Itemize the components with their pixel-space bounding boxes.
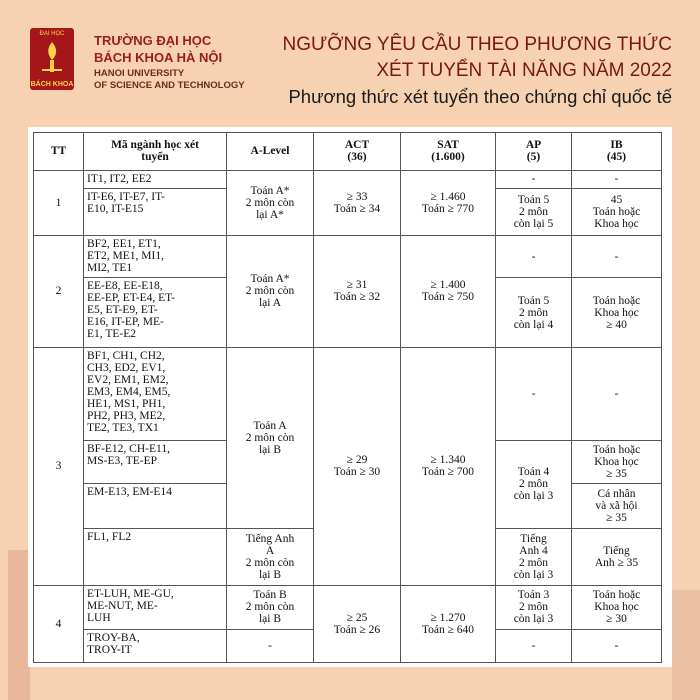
- cell-line: còn lại 4: [513, 318, 554, 331]
- alevel-requirement: -: [227, 630, 314, 663]
- header-ap-line: AP: [525, 139, 542, 152]
- cell-line: ≥ 31: [346, 279, 368, 292]
- group-number: 2: [34, 235, 84, 347]
- cell-line: và xã hội: [595, 499, 638, 512]
- table-card: [28, 127, 672, 667]
- cell-line: Toán 5: [517, 294, 550, 307]
- page-subtitle: Phương thức xét tuyển theo chứng chỉ quốc tế: [288, 86, 672, 107]
- cell-line: Toán hoặc: [592, 294, 641, 307]
- alevel-requirement: [227, 170, 314, 235]
- cell-line: Toán ≥ 750: [421, 291, 475, 304]
- header-ap-line: (5): [526, 151, 541, 164]
- cell-line: Toán A*: [250, 184, 290, 197]
- ib-requirement: -: [572, 347, 662, 441]
- ap-requirement: -: [496, 170, 572, 188]
- group-number: 1: [34, 170, 84, 235]
- cell-line: ≥ 30: [606, 613, 627, 626]
- cell-line: 2 môn còn: [245, 601, 295, 614]
- major-codes: [84, 441, 227, 484]
- cell-line: còn lại 3: [513, 490, 554, 503]
- act-requirement: [314, 347, 401, 585]
- cell-line: ET-LUH, ME-GU,: [87, 587, 174, 600]
- cell-line: Tiếng: [520, 532, 547, 545]
- cell-line: Toán A: [253, 419, 287, 432]
- cell-line: 2 môn: [518, 306, 549, 319]
- major-codes: [84, 528, 227, 585]
- ib-requirement: [572, 188, 662, 235]
- ib-requirement: -: [572, 170, 662, 188]
- cell-line: Toán ≥ 26: [333, 623, 381, 636]
- cell-line: 2 môn: [518, 205, 549, 218]
- university-name-line2: BÁCH KHOA HÀ NỘI: [94, 50, 223, 65]
- ib-requirement: [572, 278, 662, 347]
- cell-line: 45: [610, 193, 623, 206]
- act-requirement: [314, 585, 401, 662]
- cell-line: ET2, ME1, MI1,: [87, 249, 164, 262]
- cell-line: HE1, MS1, PH1,: [87, 397, 166, 410]
- cell-line: Toán ≥ 770: [421, 202, 475, 215]
- cell-line: BF-E12, CH-E11,: [87, 443, 170, 456]
- ap-requirement: -: [496, 235, 572, 278]
- cell-line: 2 môn còn: [245, 285, 295, 298]
- alevel-requirement: [227, 235, 314, 347]
- cell-line: EM3, EM4, EM5,: [87, 385, 171, 398]
- header-major-line: Mã ngành học xét: [111, 139, 199, 152]
- cell-line: ≥ 35: [606, 511, 627, 524]
- sat-requirement: [401, 170, 496, 235]
- group-number: 3: [34, 347, 84, 585]
- cell-line: Khoa học: [594, 306, 639, 319]
- group-number: 4: [34, 585, 84, 662]
- cell-line: Khoa học: [594, 217, 639, 230]
- cell-line: EE-E8, EE-E18,: [87, 280, 163, 293]
- requirements-table: [33, 132, 662, 663]
- cell-line: 2 môn: [518, 556, 549, 569]
- university-name-en-line1: HANOI UNIVERSITY: [94, 68, 185, 79]
- table-row: [34, 585, 662, 630]
- cell-line: TROY-BA,: [87, 632, 140, 645]
- cell-line: BF2, EE1, ET1,: [87, 237, 161, 250]
- cell-line: lại A: [258, 297, 282, 310]
- cell-line: Toán hoặc: [592, 589, 641, 602]
- cell-line: ≥ 1.270: [430, 611, 466, 624]
- ib-requirement: -: [572, 630, 662, 663]
- cell-line: Toán ≥ 700: [421, 466, 475, 479]
- header-sat-line: SAT: [437, 139, 459, 152]
- header: [0, 0, 700, 125]
- page-title-line1: NGƯỠNG YÊU CẦU THEO PHƯƠNG THỨC: [282, 34, 672, 55]
- major-codes: [84, 483, 227, 528]
- cell-line: 2 môn còn: [245, 431, 295, 444]
- university-name-en-line2: OF SCIENCE AND TECHNOLOGY: [94, 80, 245, 91]
- cell-line: Toán B: [253, 589, 287, 602]
- cell-line: ≥ 35: [606, 468, 627, 481]
- major-codes: [84, 630, 227, 663]
- table-row: [34, 235, 662, 278]
- table-row: [34, 170, 662, 188]
- ib-requirement: [572, 585, 662, 630]
- cell-line: Tiếng: [603, 544, 630, 557]
- ap-requirement: [496, 278, 572, 347]
- cell-line: 2 môn: [518, 478, 549, 491]
- cell-line: LUH: [87, 611, 111, 624]
- ib-requirement: [572, 483, 662, 528]
- header-major-line: tuyển: [141, 151, 169, 164]
- ap-requirement: -: [496, 347, 572, 441]
- cell-line: MS-E3, TE-EP: [87, 455, 158, 468]
- logo-bottom-text: BÁCH KHOA: [30, 81, 74, 88]
- cell-line: Toán hoặc: [592, 205, 641, 218]
- cell-line: IT1, IT2, EE2: [87, 172, 152, 185]
- cell-line: ME-NUT, ME-: [87, 599, 158, 612]
- header-act-line: ACT: [344, 139, 370, 152]
- table-row: [34, 347, 662, 441]
- cell-line: ≥ 25: [346, 611, 368, 624]
- header-ib-line: (45): [606, 151, 627, 164]
- major-codes: [84, 235, 227, 278]
- header-act: [314, 133, 401, 171]
- header-ap: [496, 133, 572, 171]
- page-title-line2: XÉT TUYỂN TÀI NĂNG NĂM 2022: [376, 60, 672, 81]
- cell-line: Toán A*: [250, 273, 290, 286]
- cell-line: còn lại 5: [513, 217, 554, 230]
- cell-line: Toán ≥ 30: [333, 466, 381, 479]
- cell-line: E5, ET-E9, ET-: [87, 304, 158, 317]
- cell-line: 2 môn còn: [245, 556, 295, 569]
- cell-line: Toán 3: [517, 589, 550, 602]
- act-requirement: [314, 170, 401, 235]
- cell-line: Anh ≥ 35: [594, 556, 639, 569]
- header-ib: [572, 133, 662, 171]
- cell-line: lại B: [258, 443, 282, 456]
- alevel-requirement: [227, 528, 314, 585]
- cell-line: Khoa học: [594, 601, 639, 614]
- cell-line: BF1, CH1, CH2,: [87, 349, 165, 362]
- header-tt: TT: [34, 133, 84, 171]
- cell-line: lại B: [258, 568, 282, 581]
- cell-line: Toán hoặc: [592, 444, 641, 457]
- major-codes: [84, 188, 227, 235]
- alevel-requirement: [227, 585, 314, 630]
- header-act-line: (36): [347, 151, 367, 164]
- table-header-row: [34, 133, 662, 171]
- cell-line: Anh 4: [519, 544, 548, 557]
- cell-line: E10, IT-E15: [87, 202, 144, 215]
- cell-line: 2 môn còn: [245, 196, 295, 209]
- cell-line: A: [265, 544, 275, 557]
- major-codes: [84, 347, 227, 441]
- header-major: [84, 133, 227, 171]
- ap-requirement: [496, 188, 572, 235]
- cell-line: IT-E6, IT-E7, IT-: [87, 190, 165, 203]
- cell-line: ≥ 29: [346, 454, 368, 467]
- cell-line: E1, TE-E2: [87, 328, 136, 341]
- major-codes: [84, 278, 227, 347]
- act-requirement: [314, 235, 401, 347]
- torch-icon: [38, 40, 66, 74]
- major-codes: [84, 170, 227, 188]
- cell-line: CH3, ED2, EV1,: [87, 361, 166, 374]
- major-codes: [84, 585, 227, 630]
- cell-line: EE-EP, ET-E4, ET-: [87, 292, 175, 305]
- cell-line: lại B: [258, 613, 282, 626]
- cell-line: Khoa học: [594, 456, 639, 469]
- ap-requirement: [496, 528, 572, 585]
- university-name-line1: TRƯỜNG ĐẠI HỌC: [94, 33, 212, 48]
- cell-line: ≥ 1.340: [430, 454, 466, 467]
- alevel-requirement: [227, 347, 314, 528]
- cell-line: EV2, EM1, EM2,: [87, 373, 169, 386]
- cell-line: còn lại 3: [513, 613, 554, 626]
- header-sat: [401, 133, 496, 171]
- background-building-right: [672, 590, 700, 700]
- ib-requirement: -: [572, 235, 662, 278]
- sat-requirement: [401, 347, 496, 585]
- cell-line: lại A*: [256, 208, 284, 221]
- cell-line: Tiếng Anh: [245, 532, 295, 545]
- cell-line: Toán ≥ 32: [333, 291, 381, 304]
- cell-line: Toán ≥ 640: [421, 623, 475, 636]
- cell-line: ≥ 40: [606, 318, 627, 331]
- ap-requirement: -: [496, 630, 572, 663]
- university-logo: [30, 28, 74, 90]
- cell-line: E16, IT-EP, ME-: [87, 316, 164, 329]
- cell-line: còn lại 3: [513, 568, 554, 581]
- ib-requirement: [572, 528, 662, 585]
- cell-line: TROY-IT: [87, 644, 132, 657]
- background-building-left: [8, 550, 30, 700]
- header-sat-line: (1.600): [431, 151, 465, 164]
- cell-line: FL1, FL2: [87, 530, 132, 543]
- cell-line: 2 môn: [518, 601, 549, 614]
- ap-requirement: [496, 441, 572, 528]
- cell-line: ≥ 33: [346, 190, 368, 203]
- ap-requirement: [496, 585, 572, 630]
- cell-line: PH2, PH3, ME2,: [87, 409, 166, 422]
- header-ib-line: IB: [610, 139, 623, 152]
- logo-top-text: ĐẠI HỌC: [39, 31, 65, 37]
- header-alevel: A-Level: [227, 133, 314, 171]
- cell-line: MI2, TE1: [87, 261, 133, 274]
- cell-line: ≥ 1.460: [430, 190, 466, 203]
- cell-line: Toán 4: [517, 466, 550, 479]
- cell-line: EM-E13, EM-E14: [87, 485, 172, 498]
- cell-line: ≥ 1.400: [430, 279, 466, 292]
- cell-line: Toán ≥ 34: [333, 202, 381, 215]
- ib-requirement: [572, 441, 662, 484]
- sat-requirement: [401, 585, 496, 662]
- cell-line: Toán 5: [517, 193, 550, 206]
- sat-requirement: [401, 235, 496, 347]
- cell-line: Cá nhân: [597, 487, 636, 500]
- cell-line: TE2, TE3, TX1: [87, 421, 159, 434]
